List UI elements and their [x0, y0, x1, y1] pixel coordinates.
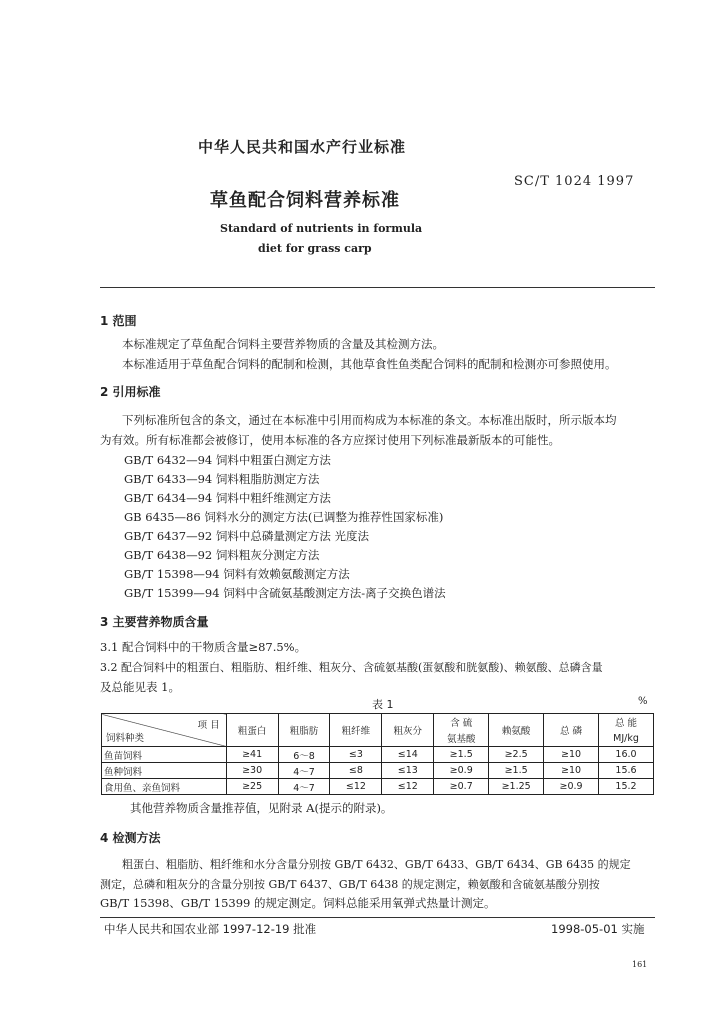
column-header-sub: MJ/kg — [599, 730, 654, 747]
column-header: 粗纤维 — [330, 714, 382, 747]
table-cell: ≥0.9 — [434, 763, 489, 779]
table-cell: ≥1.5 — [434, 747, 489, 763]
english-title-line1: Standard of nutrients in formula — [220, 222, 423, 235]
table-cell: ≥30 — [226, 763, 278, 779]
table-cell: ≥2.5 — [489, 747, 544, 763]
table-corner-cell — [102, 714, 227, 747]
reference-item: GB 6435—86 饲料水分的测定方法(已调整为推荐性国家标准) — [124, 510, 444, 524]
table-cell: ≤13 — [382, 763, 434, 779]
table-cell: 4～7 — [278, 763, 330, 779]
standard-code: SC/T 1024 1997 — [514, 174, 635, 189]
table-row — [102, 747, 654, 763]
table-cell: ≤12 — [382, 779, 434, 795]
section-4-heading: 4 检测方法 — [100, 831, 161, 845]
row-label: 鱼苗饲料 — [102, 747, 227, 763]
table-unit: % — [638, 696, 648, 707]
table-cell: ≤8 — [330, 763, 382, 779]
column-header: 总 能 — [599, 714, 654, 731]
clause-3-2-line1: 3.2 配合饲料中的粗蛋白、粗脂肪、粗纤维、粗灰分、含硫氨基酸(蛋氨酸和胱氨酸)、赖氨酸、总磷含量 — [100, 661, 603, 674]
column-header: 粗灰分 — [382, 714, 434, 747]
org-title: 中华人民共和国水产行业标准 — [198, 138, 407, 156]
table-cell: ≥25 — [226, 779, 278, 795]
column-header: 赖氨酸 — [489, 714, 544, 747]
section-2-heading: 2 引用标准 — [100, 385, 161, 399]
table-cell: ≥0.9 — [544, 779, 599, 795]
table-cell: ≥10 — [544, 763, 599, 779]
table-cell: ≥1.5 — [489, 763, 544, 779]
section-1-para-1: 本标准规定了草鱼配合饲料主要营养物质的含量及其检测方法。 — [122, 337, 444, 351]
table-cell: ≥0.7 — [434, 779, 489, 795]
table-row — [102, 763, 654, 779]
approval-info: 中华人民共和国农业部 1997-12-19 批准 — [104, 922, 317, 936]
reference-item: GB/T 6433—94 饲料粗脂肪测定方法 — [124, 472, 320, 486]
column-header: 粗脂肪 — [278, 714, 330, 747]
table-cell: ≤14 — [382, 747, 434, 763]
table-row — [102, 779, 654, 795]
column-header-sub: 氨基酸 — [434, 730, 489, 747]
reference-item: GB/T 6432—94 饲料中粗蛋白测定方法 — [124, 453, 331, 467]
section-3-heading: 3 主要营养物质含量 — [100, 615, 209, 629]
table-cell: 6～8 — [278, 747, 330, 763]
table-cell: ≥10 — [544, 747, 599, 763]
table-cell: 16.0 — [599, 747, 654, 763]
column-header: 粗蛋白 — [226, 714, 278, 747]
table-cell: ≥1.25 — [489, 779, 544, 795]
section-4-para-line3: GB/T 15398、GB/T 15399 的规定测定。饲料总能采用氧弹式热量计测定。 — [100, 896, 496, 910]
english-title-line2: diet for grass carp — [258, 242, 372, 255]
column-header: 总 磷 — [544, 714, 599, 747]
nutrient-table — [101, 713, 654, 795]
section-2-para-line1: 下列标准所包含的条文，通过在本标准中引用而构成为本标准的条文。本标准出版时，所示版本均 — [122, 413, 617, 427]
reference-item: GB/T 6437—92 饲料中总磷量测定方法 光度法 — [124, 529, 370, 543]
page-number: 161 — [632, 960, 648, 969]
table-caption: 表 1 — [372, 698, 394, 711]
section-4-para-line1: 粗蛋白、粗脂肪、粗纤维和水分含量分别按 GB/T 6432、GB/T 6433、GB/T 6434、GB 6435 的规定 — [122, 858, 631, 871]
top-rule — [100, 287, 655, 288]
reference-item: GB/T 15399—94 饲料中含硫氨基酸测定方法-离子交换色谱法 — [124, 586, 446, 600]
clause-3-1: 3.1 配合饲料中的干物质含量≥87.5%。 — [100, 640, 307, 654]
section-1-heading: 1 范围 — [100, 314, 137, 328]
table-cell: ≥41 — [226, 747, 278, 763]
table-cell: ≤12 — [330, 779, 382, 795]
table-note: 其他营养物质含量推荐值，见附录 A(提示的附录)。 — [130, 801, 393, 815]
corner-label-items: 项 目 — [197, 720, 220, 731]
table-cell: 15.2 — [599, 779, 654, 795]
row-label: 鱼种饲料 — [102, 763, 227, 779]
table-cell: ≤3 — [330, 747, 382, 763]
section-2-para-line2: 为有效。所有标准都会被修订，使用本标准的各方应探讨使用下列标准最新版本的可能性。 — [100, 433, 560, 447]
section-4-para-line2: 测定，总磷和粗灰分的含量分别按 GB/T 6437、GB/T 6438 的规定测定，赖氨酸和含硫氨基酸分别按 — [100, 878, 600, 891]
table-cell: 4～7 — [278, 779, 330, 795]
reference-item: GB/T 6434—94 饲料中粗纤维测定方法 — [124, 491, 331, 505]
column-header: 含 硫 — [434, 714, 489, 731]
document-title: 草鱼配合饲料营养标准 — [210, 190, 400, 211]
clause-3-2-line2: 及总能见表 1。 — [100, 680, 180, 694]
section-1-para-2: 本标准适用于草鱼配合饲料的配制和检测，其他草食性鱼类配合饲料的配制和检测亦可参照使用。 — [122, 357, 617, 371]
reference-item: GB/T 6438—92 饲料粗灰分测定方法 — [124, 548, 320, 562]
table-cell: 15.6 — [599, 763, 654, 779]
reference-item: GB/T 15398—94 饲料有效赖氨酸测定方法 — [124, 567, 350, 581]
corner-label-feed-type: 饲料种类 — [106, 733, 145, 744]
implementation-date: 1998-05-01 实施 — [551, 922, 645, 936]
bottom-rule — [100, 917, 655, 918]
row-label: 食用鱼、亲鱼饲料 — [102, 779, 227, 795]
